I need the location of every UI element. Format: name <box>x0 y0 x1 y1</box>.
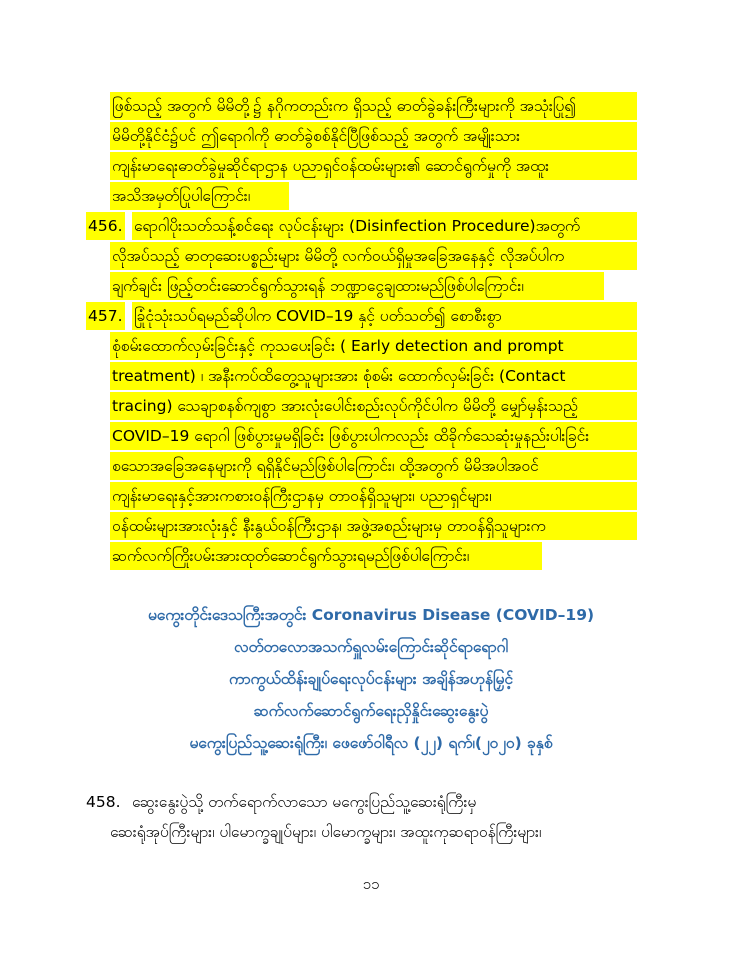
page-number: ၁၁ <box>362 875 380 893</box>
heading-line: ဆက်လက်ဆောင်ရွက်ရေးညှိနှိုင်းဆွေးနွေးပွဲ <box>253 702 489 720</box>
heading-line: မကွေးပြည်သူ့ဆေးရုံကြီး၊ ဖေဖော်ဝါရီလ (၂၂) ရက်၊(၂၀၂၀) ခုနှစ် <box>189 734 553 752</box>
text-line: tracing) သေချာစနစ်ကျစွာ အားလုံးပေါင်းစည်းလုပ်ကိုင်ပါက မိမိတို့ မျှော်မှန်းသည့် <box>110 392 637 420</box>
paragraph-number: 457. <box>86 302 125 330</box>
paragraph-number: 458. <box>86 793 121 811</box>
text-line: ဆေးရုံအုပ်ကြီးများ၊ ပါမောက္ခချုပ်များ၊ ပါမောက္ခများ၊ အထူးကုဆရာဝန်ကြီးများ၊ <box>110 823 542 841</box>
text-line: ကျန်းမာရေးဓာတ်ခွဲမှုဆိုင်ရာဌာန ပညာရှင်ဝန်ထမ်းများ၏ ဆောင်ရွက်မှုကို အထူး <box>110 152 637 180</box>
text-line: စသောအခြေအနေများကို ရရှိနိုင်မည်ဖြစ်ပါကြောင်း၊ ထို့အတွက် မိမိအပါအဝင် <box>110 452 637 480</box>
text-line: မိမိတို့နိုင်ငံ၌ပင် ဤရောဂါကို ဓာတ်ခွဲစစ်နိုင်ပြီဖြစ်သည့် အတွက် အမျိုးသား <box>110 122 637 150</box>
text-line: treatment) ၊ အနီးကပ်ထိတွေ့သူများအား စုံစမ်း ထောက်လှမ်းခြင်း (Contact <box>110 362 637 390</box>
text-line: ခြုံငုံသုံးသပ်ရမည်ဆိုပါက COVID–19 နှင့် ပတ်သတ်၍ စောစီးစွာ <box>132 302 637 330</box>
paragraph-number: 456. <box>86 212 125 240</box>
text-line: ဝန်ထမ်းများအားလုံးနှင့် နီးနွယ်ဝန်ကြီးဌာန၊ အဖွဲ့အစည်းများမှ တာဝန်ရှိသူများက <box>110 512 637 540</box>
text-line: အသိအမှတ်ပြုပါကြောင်း၊ <box>110 182 289 210</box>
text-line: COVID–19 ရောဂါ ဖြစ်ပွားမှုမရှိခြင်း ဖြစ်ပွားပါကလည်း ထိခိုက်သေဆုံးမှုနည်းပါးခြင်း <box>110 422 637 450</box>
text-line: ဆက်လက်ကြိုးပမ်းအားထုတ်ဆောင်ရွက်သွားရမည်ဖြစ်ပါကြောင်း၊ <box>110 542 542 570</box>
text-line: ဆွေးနွေးပွဲသို့ တက်ရောက်လာသော မကွေးပြည်သူ့ဆေးရုံကြီးမှ <box>132 793 477 811</box>
heading-line: လတ်တလောအသက်ရှူလမ်းကြောင်းဆိုင်ရာရောဂါ <box>233 638 509 656</box>
text-line: ရောဂါပိုးသတ်သန့်စင်ရေး လုပ်ငန်းများ (Disinfection Procedure)အတွက် <box>132 212 637 240</box>
heading-line: မကွေးတိုင်းဒေသကြီးအတွင်း Coronavirus Disease (COVID–19) <box>147 606 595 624</box>
text-line: ကျန်းမာရေးနှင့်အားကစားဝန်ကြီးဌာနမှ တာဝန်ရှိသူများ၊ ပညာရှင်များ၊ <box>110 482 637 510</box>
text-line: စုံစမ်းထောက်လှမ်းခြင်းနှင့် ကုသပေးခြင်း ( Early detection and prompt <box>110 332 637 360</box>
text-line: ဖြစ်သည့် အတွက် မိမိတို့၌ နဂိုကတည်းက ရှိသည့် ဓာတ်ခွဲခန်းကြီးများကို အသုံးပြု၍ <box>110 92 637 120</box>
text-line: ချက်ချင်း ဖြည့်တင်းဆောင်ရွက်သွားရန် ဘဏ္ဍာငွေချထားမည်ဖြစ်ပါကြောင်း၊ <box>110 272 604 300</box>
text-line: လိုအပ်သည့် ဓာတုဆေးပစ္စည်းများ မိမိတို့ လက်ဝယ်ရှိမှုအခြေအနေနှင့် လိုအပ်ပါက <box>110 242 637 270</box>
heading-line: ကာကွယ်ထိန်းချုပ်ရေးလုပ်ငန်းများ အချိန်အဟုန်မြှင့် <box>228 670 514 688</box>
